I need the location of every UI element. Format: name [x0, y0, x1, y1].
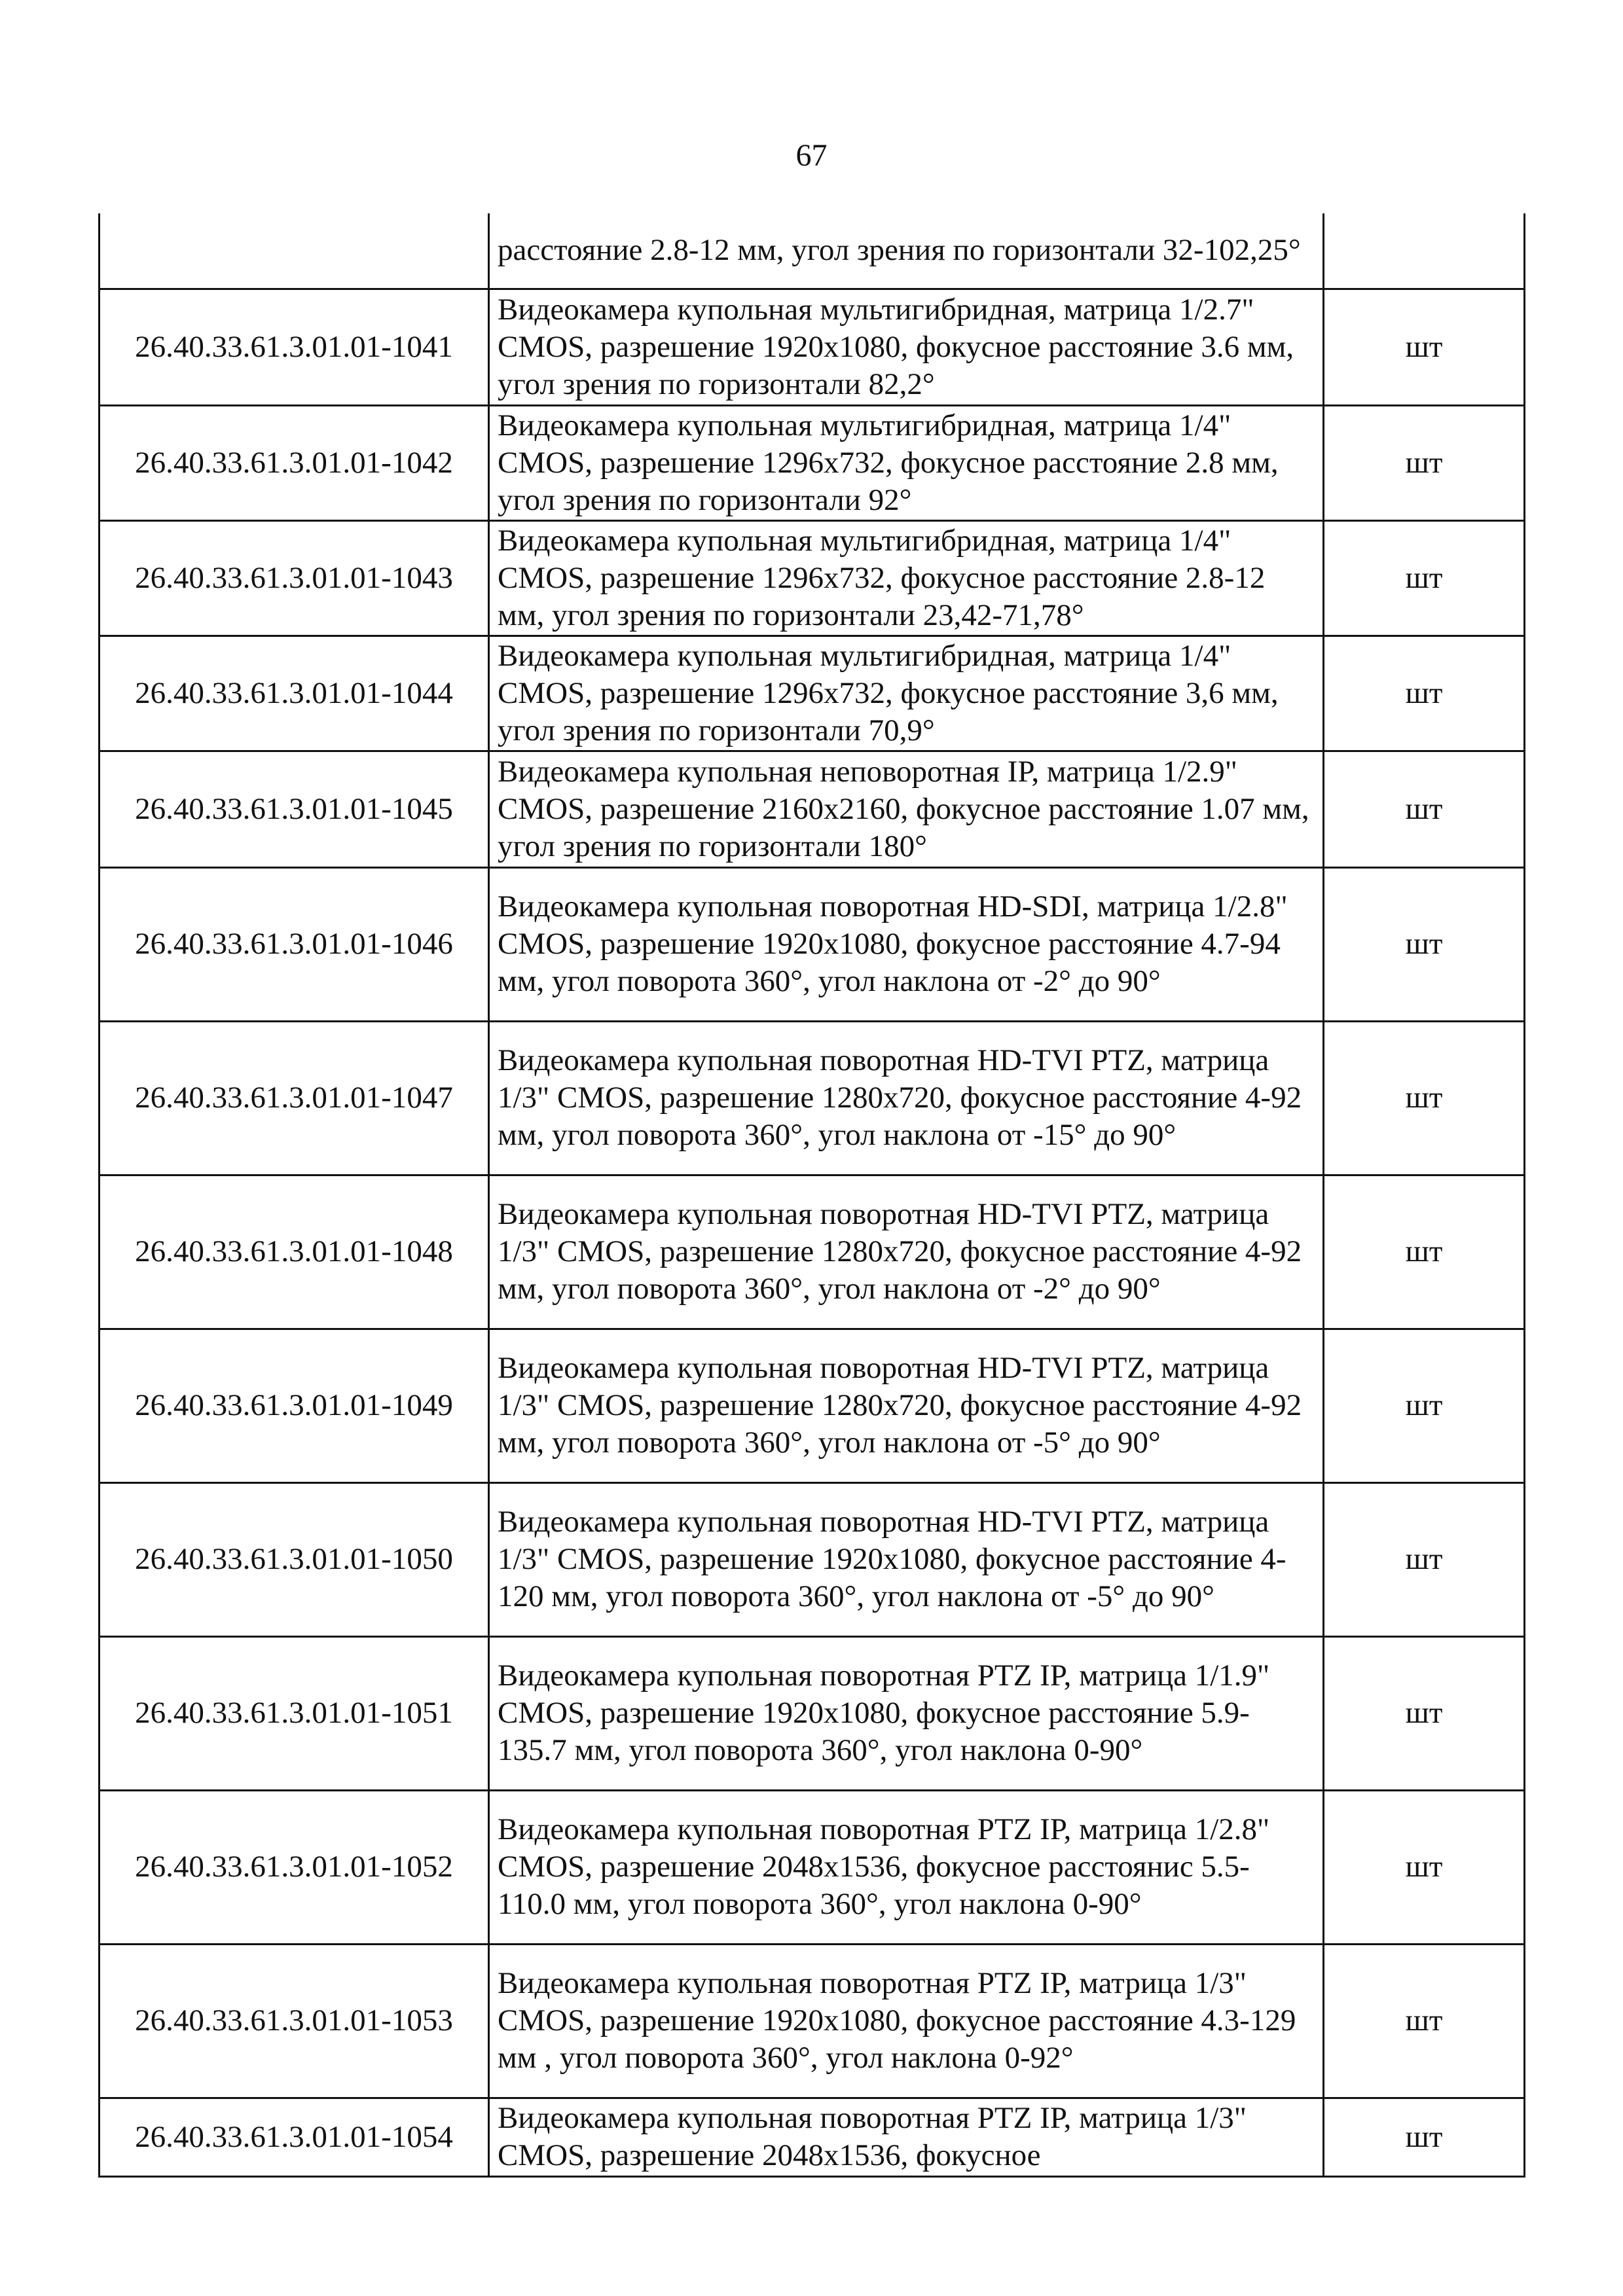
code-cell: 26.40.33.61.3.01.01-1052: [100, 1790, 489, 1944]
code-cell: 26.40.33.61.3.01.01-1050: [100, 1482, 489, 1636]
description-cell: Видеокамера купольная поворотная HD-TVI PTZ, матрица 1/3" CMOS, разрешение 1280х720, фокусное расстояние 4-92 мм, угол поворота 360°, угол наклона от -15° до 90°: [489, 1021, 1324, 1175]
table-row: [100, 1944, 1525, 2098]
code-cell: 26.40.33.61.3.01.01-1042: [100, 405, 489, 520]
table-row: [100, 2098, 1525, 2176]
equipment-table: [98, 213, 1525, 2178]
table-row: [100, 289, 1525, 405]
table-row: [100, 520, 1525, 636]
table-row: [100, 1329, 1525, 1482]
code-cell: 26.40.33.61.3.01.01-1043: [100, 520, 489, 636]
code-cell: 26.40.33.61.3.01.01-1051: [100, 1636, 489, 1790]
table-row: [100, 1175, 1525, 1329]
code-cell: 26.40.33.61.3.01.01-1047: [100, 1021, 489, 1175]
description-cell: Видеокамера купольная поворотная PTZ IP, матрица 1/1.9" CMOS, разрешение 1920х1080, фокусное расстояние 5.9-135.7 мм, угол поворота 360°, угол наклона 0-90°: [489, 1636, 1324, 1790]
code-cell: [100, 213, 489, 289]
description-cell: Видеокамера купольная поворотная HD-TVI PTZ, матрица 1/3" CMOS, разрешение 1280х720, фокусное расстояние 4-92 мм, угол поворота 360°, угол наклона от -5° до 90°: [489, 1329, 1324, 1482]
code-cell: 26.40.33.61.3.01.01-1041: [100, 289, 489, 405]
description-cell: Видеокамера купольная поворотная HD-TVI PTZ, матрица 1/3" CMOS, разрешение 1280х720, фокусное расстояние 4-92 мм, угол поворота 360°, угол наклона от -2° до 90°: [489, 1175, 1324, 1329]
description-cell: Видеокамера купольная поворотная HD-SDI, матрица 1/2.8" CMOS, разрешение 1920х1080, фокусное расстояние 4.7-94 мм, угол поворота 360°, угол наклона от -2° до 90°: [489, 867, 1324, 1021]
page-number: 67: [795, 138, 828, 173]
code-cell: 26.40.33.61.3.01.01-1048: [100, 1175, 489, 1329]
code-cell: 26.40.33.61.3.01.01-1053: [100, 1944, 489, 2098]
unit-cell: шт: [1324, 2098, 1525, 2176]
description-cell: Видеокамера купольная мультигибридная, матрица 1/4" CMOS, разрешение 1296х732, фокусное расстояние 2.8-12 мм, угол зрения по горизонтали 23,42-71,78°: [489, 520, 1324, 636]
unit-cell: шт: [1324, 1636, 1525, 1790]
unit-cell: шт: [1324, 289, 1525, 405]
table-row: [100, 213, 1525, 289]
description-cell: Видеокамера купольная мультигибридная, матрица 1/4" CMOS, разрешение 1296х732, фокусное расстояние 3,6 мм, угол зрения по горизонтали 70,9°: [489, 636, 1324, 751]
table-row: [100, 1021, 1525, 1175]
code-cell: 26.40.33.61.3.01.01-1045: [100, 751, 489, 867]
unit-cell: [1324, 213, 1525, 289]
table-row: [100, 1482, 1525, 1636]
unit-cell: шт: [1324, 751, 1525, 867]
code-cell: 26.40.33.61.3.01.01-1054: [100, 2098, 489, 2176]
unit-cell: шт: [1324, 1021, 1525, 1175]
code-cell: 26.40.33.61.3.01.01-1049: [100, 1329, 489, 1482]
description-cell: Видеокамера купольная поворотная PTZ IP, матрица 1/2.8" CMOS, разрешение 2048х1536, фокусное расстоянис 5.5-110.0 мм, угол поворота 360°, угол наклона 0-90°: [489, 1790, 1324, 1944]
description-cell: Видеокамера купольная поворотная PTZ IP, матрица 1/3" CMOS, разрешение 2048х1536, фокусное: [489, 2098, 1324, 2176]
unit-cell: шт: [1324, 1329, 1525, 1482]
unit-cell: шт: [1324, 636, 1525, 751]
table-row: [100, 751, 1525, 867]
table-row: [100, 867, 1525, 1021]
unit-cell: шт: [1324, 1482, 1525, 1636]
description-cell: Видеокамера купольная поворотная PTZ IP, матрица 1/3" CMOS, разрешение 1920х1080, фокусное расстояние 4.3-129 мм , угол поворота 360°, угол наклона 0-92°: [489, 1944, 1324, 2098]
table-row: [100, 636, 1525, 751]
code-cell: 26.40.33.61.3.01.01-1046: [100, 867, 489, 1021]
table-row: [100, 1790, 1525, 1944]
unit-cell: шт: [1324, 405, 1525, 520]
description-cell: Видеокамера купольная мультигибридная, матрица 1/2.7" CMOS, разрешение 1920х1080, фокусное расстояние 3.6 мм, угол зрения по горизонтали 82,2°: [489, 289, 1324, 405]
unit-cell: шт: [1324, 867, 1525, 1021]
code-cell: 26.40.33.61.3.01.01-1044: [100, 636, 489, 751]
unit-cell: шт: [1324, 1175, 1525, 1329]
unit-cell: шт: [1324, 1944, 1525, 2098]
unit-cell: шт: [1324, 520, 1525, 636]
table-row: [100, 1636, 1525, 1790]
table-row: [100, 405, 1525, 520]
description-cell: Видеокамера купольная мультигибридная, матрица 1/4" CMOS, разрешение 1296х732, фокусное расстояние 2.8 мм, угол зрения по горизонтали 92°: [489, 405, 1324, 520]
description-cell: Видеокамера купольная неповоротная IP, матрица 1/2.9" CMOS, разрешение 2160х2160, фокусное расстояние 1.07 мм, угол зрения по горизонтали 180°: [489, 751, 1324, 867]
description-cell: Видеокамера купольная поворотная HD-TVI PTZ, матрица 1/3" CMOS, разрешение 1920х1080, фокусное расстояние 4-120 мм, угол поворота 360°, угол наклона от -5° до 90°: [489, 1482, 1324, 1636]
unit-cell: шт: [1324, 1790, 1525, 1944]
description-cell: расстояние 2.8-12 мм, угол зрения по горизонтали 32-102,25°: [489, 213, 1324, 289]
